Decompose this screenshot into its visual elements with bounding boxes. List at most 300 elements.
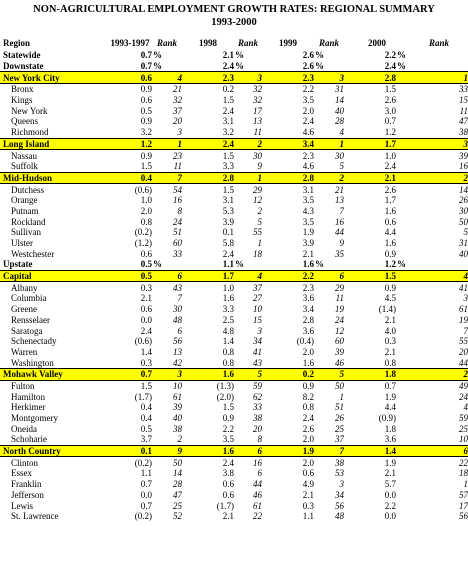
- value-cell: 1.7: [384, 195, 396, 206]
- spacer-cell: [396, 248, 410, 259]
- rank-cell: 29: [335, 282, 344, 293]
- table-row: [0, 402, 468, 413]
- rank-cell: 7: [152, 172, 182, 184]
- value-cell: 0.6: [302, 468, 314, 479]
- value-cell: 0.9: [140, 116, 152, 127]
- value-cell: 1.5: [222, 402, 234, 413]
- region-row: [0, 172, 468, 184]
- spacer-cell: [396, 325, 410, 336]
- value-cell: 2.4: [302, 116, 314, 127]
- rank-cell: 4: [234, 270, 262, 282]
- spacer-cell: [396, 116, 410, 127]
- rank-cell: 39: [459, 150, 468, 161]
- header-rank-4: Rank: [428, 38, 449, 48]
- rank-cell: 59: [253, 380, 262, 391]
- rank-cell: 4: [410, 270, 468, 282]
- spacer-cell: [410, 50, 468, 61]
- header-rank-3: Rank: [318, 38, 339, 48]
- rank-cell: 29: [253, 184, 262, 195]
- rank-cell: 8: [257, 434, 262, 445]
- rank-cell: 12: [335, 325, 344, 336]
- rank-cell: 4: [152, 72, 182, 84]
- region-row: [0, 445, 468, 457]
- value-cell: 2.4: [222, 248, 234, 259]
- value-cell: 3.2: [222, 127, 234, 138]
- rank-cell: 2: [177, 434, 182, 445]
- value-cell: 0.7: [140, 479, 152, 490]
- row-name: North Country: [0, 445, 108, 457]
- value-cell: 2.8: [182, 172, 234, 184]
- value-cell: 4.6: [302, 161, 314, 172]
- rank-cell: 46: [335, 357, 344, 368]
- spacer-cell: [396, 468, 410, 479]
- row-name: Mohawk Valley: [0, 368, 108, 380]
- value-cell: (1.3): [216, 380, 234, 391]
- rank-cell: 1: [234, 172, 262, 184]
- rank-cell: 27: [253, 293, 262, 304]
- value-cell: 5.3: [222, 205, 234, 216]
- spacer-cell: [396, 227, 410, 238]
- table-row: [0, 500, 468, 511]
- spacer-cell: [396, 304, 410, 315]
- rank-cell: 19: [335, 304, 344, 315]
- rank-cell: 62: [253, 391, 262, 402]
- table-row: [0, 357, 468, 368]
- value-cell: 2.4: [384, 61, 396, 72]
- rank-cell: 6: [257, 468, 262, 479]
- report-title-line1: NON-AGRICULTURAL EMPLOYMENT GROWTH RATES: REGIONAL SUMMARY: [33, 4, 435, 15]
- rank-cell: 8: [177, 205, 182, 216]
- value-cell: 2.4: [222, 457, 234, 468]
- value-cell: 1.5: [140, 161, 152, 172]
- spacer-cell: [396, 216, 410, 227]
- value-cell: 5.8: [222, 238, 234, 249]
- value-cell: 3.1: [222, 195, 234, 206]
- rank-cell: 3: [257, 325, 262, 336]
- value-cell: 2.0: [302, 434, 314, 445]
- row-name: Columbia: [11, 293, 47, 304]
- rank-cell: 4: [339, 127, 344, 138]
- value-cell: 1.6: [302, 357, 314, 368]
- spacer-cell: [396, 150, 410, 161]
- rank-cell: 31: [335, 84, 344, 95]
- percent-sign: %: [397, 61, 406, 72]
- rank-cell: 34: [335, 489, 344, 500]
- spacer-cell: [396, 105, 410, 116]
- value-cell: 0.3: [384, 336, 396, 347]
- rank-cell: 56: [459, 511, 468, 522]
- rank-cell: 3: [463, 293, 468, 304]
- row-name: Suffolk: [11, 161, 38, 172]
- rank-cell: 14: [173, 468, 182, 479]
- rank-cell: 10: [173, 380, 182, 391]
- spacer-cell: [396, 195, 410, 206]
- rank-cell: 25: [459, 423, 468, 434]
- value-cell: 2.1: [222, 50, 234, 61]
- value-cell: 2.4: [182, 138, 234, 150]
- value-cell: 1.0: [140, 195, 152, 206]
- rank-cell: 15: [253, 314, 262, 325]
- spacer-cell: [396, 282, 410, 293]
- rank-cell: 37: [335, 434, 344, 445]
- value-cell: 2.6: [302, 61, 314, 72]
- value-cell: 2.6: [302, 423, 314, 434]
- spacer-cell: [396, 84, 410, 95]
- value-cell: 2.1: [384, 346, 396, 357]
- value-cell: 1.4: [344, 445, 396, 457]
- rank-cell: 42: [173, 357, 182, 368]
- value-cell: 0.8: [222, 357, 234, 368]
- value-cell: 1.9: [384, 457, 396, 468]
- row-name: Bronx: [11, 84, 34, 95]
- rank-cell: 30: [253, 150, 262, 161]
- rank-cell: 3: [339, 479, 344, 490]
- table-row: [0, 238, 468, 249]
- rank-cell: 25: [335, 423, 344, 434]
- value-cell: 1.6: [384, 205, 396, 216]
- value-cell: 2.2: [302, 84, 314, 95]
- row-name: Downstate: [3, 61, 44, 72]
- rank-cell: 48: [173, 314, 182, 325]
- rank-cell: 38: [459, 127, 468, 138]
- percent-sign: %: [235, 61, 244, 72]
- value-cell: 3.2: [140, 127, 152, 138]
- rank-cell: 41: [253, 346, 262, 357]
- value-cell: 1.6: [182, 445, 234, 457]
- table-row: [0, 304, 468, 315]
- rank-cell: 37: [173, 105, 182, 116]
- value-cell: 1.9: [262, 445, 314, 457]
- value-cell: 3.3: [222, 161, 234, 172]
- rank-cell: 1: [257, 238, 262, 249]
- row-name: New York City: [0, 72, 108, 84]
- rank-cell: 53: [335, 468, 344, 479]
- region-row: [0, 72, 468, 84]
- value-cell: 0.8: [302, 402, 314, 413]
- value-cell: 2.4: [140, 325, 152, 336]
- value-cell: (0.2): [134, 511, 152, 522]
- value-cell: 0.1: [222, 227, 234, 238]
- rank-cell: 16: [173, 195, 182, 206]
- value-cell: 2.6: [384, 95, 396, 106]
- spacer-cell: [396, 511, 410, 522]
- table-row: [0, 293, 468, 304]
- growth-rates-table: [0, 36, 468, 522]
- header-year-2000: 2000: [368, 38, 386, 48]
- value-cell: 4.0: [384, 325, 396, 336]
- rank-cell: 55: [459, 336, 468, 347]
- table-row: [0, 84, 468, 95]
- rank-cell: 13: [173, 346, 182, 357]
- value-cell: 3.1: [302, 184, 314, 195]
- rank-cell: 57: [459, 489, 468, 500]
- value-cell: (1.4): [378, 304, 396, 315]
- rank-cell: 23: [173, 150, 182, 161]
- rank-cell: 30: [335, 150, 344, 161]
- table-row: [0, 457, 468, 468]
- rank-cell: 50: [459, 216, 468, 227]
- rank-cell: 48: [335, 511, 344, 522]
- rank-cell: 32: [253, 95, 262, 106]
- spacer-cell: [396, 479, 410, 490]
- table-row: [0, 511, 468, 522]
- spacer-cell: [396, 391, 410, 402]
- value-cell: 2.3: [262, 72, 314, 84]
- value-cell: 2.3: [182, 72, 234, 84]
- value-cell: (0.6): [134, 336, 152, 347]
- rank-cell: 11: [173, 161, 182, 172]
- rank-cell: 5: [339, 161, 344, 172]
- value-cell: 0.2: [262, 368, 314, 380]
- spacer-cell: [396, 490, 410, 501]
- row-name: St. Lawrence: [11, 511, 59, 522]
- spacer-cell: [396, 347, 410, 358]
- value-cell: 2.0: [302, 105, 314, 116]
- value-cell: 0.4: [140, 402, 152, 413]
- value-cell: 1.2: [108, 138, 152, 150]
- rank-cell: 3: [410, 138, 468, 150]
- value-cell: 3.0: [384, 105, 396, 116]
- region-row: [0, 368, 468, 380]
- value-cell: 2.1: [344, 172, 396, 184]
- spacer-cell: [396, 423, 410, 434]
- rank-cell: 30: [173, 304, 182, 315]
- value-cell: 8.2: [302, 391, 314, 402]
- value-cell: 0.9: [384, 248, 396, 259]
- row-name: Oneida: [11, 423, 37, 434]
- value-cell: 1.6: [182, 368, 234, 380]
- value-cell: 4.4: [384, 227, 396, 238]
- spacer-cell: [396, 138, 410, 150]
- rank-cell: 13: [253, 116, 262, 127]
- rank-cell: 18: [459, 468, 468, 479]
- value-cell: 1.9: [302, 227, 314, 238]
- rank-cell: 61: [459, 304, 468, 315]
- value-cell: 4.5: [384, 293, 396, 304]
- row-name: Capital: [0, 270, 108, 282]
- rank-cell: 9: [152, 445, 182, 457]
- percent-sign: %: [235, 50, 244, 61]
- spacer-cell: [396, 127, 410, 138]
- value-cell: 1.8: [344, 368, 396, 380]
- value-cell: 3.6: [302, 325, 314, 336]
- table-row: [0, 150, 468, 161]
- row-name: Westchester: [11, 248, 55, 259]
- row-name: Montgomery: [11, 413, 58, 424]
- value-cell: 2.1: [384, 314, 396, 325]
- value-cell: 3.6: [302, 293, 314, 304]
- rank-cell: 38: [173, 423, 182, 434]
- rank-cell: 47: [173, 489, 182, 500]
- table-row: [0, 248, 468, 259]
- value-cell: 0.6: [222, 489, 234, 500]
- rank-cell: 1: [152, 138, 182, 150]
- rank-cell: 7: [314, 445, 344, 457]
- value-cell: 1.1: [302, 511, 314, 522]
- percent-sign: %: [315, 259, 324, 270]
- percent-sign: %: [153, 50, 162, 61]
- spacer-cell: [396, 172, 410, 184]
- rank-cell: 5: [463, 227, 468, 238]
- percent-sign: %: [153, 259, 162, 270]
- rank-cell: 6: [314, 270, 344, 282]
- value-cell: 0.5: [108, 270, 152, 282]
- row-name: Saratoga: [11, 325, 43, 336]
- rank-cell: 26: [335, 413, 344, 424]
- value-cell: (0.2): [134, 457, 152, 468]
- spacer-cell: [396, 206, 410, 217]
- row-name: Rensselaer: [11, 314, 50, 325]
- table-row: [0, 434, 468, 445]
- value-cell: 0.4: [140, 413, 152, 424]
- table-row: [0, 216, 468, 227]
- row-name: Sullivan: [11, 227, 42, 238]
- spacer-cell: [396, 270, 410, 282]
- value-cell: 1.5: [222, 184, 234, 195]
- rank-cell: 20: [173, 116, 182, 127]
- value-cell: 1.7: [344, 138, 396, 150]
- table-row: [0, 347, 468, 358]
- spacer-cell: [396, 238, 410, 249]
- table-row: [0, 116, 468, 127]
- value-cell: 1.6: [384, 238, 396, 249]
- spacer-cell: [396, 184, 410, 195]
- value-cell: 0.9: [140, 150, 152, 161]
- value-cell: 2.8: [262, 172, 314, 184]
- value-cell: 2.6: [384, 184, 396, 195]
- value-cell: 1.5: [140, 380, 152, 391]
- header-rank-2: Rank: [237, 38, 258, 48]
- rank-cell: 1: [410, 72, 468, 84]
- value-cell: 3.5: [222, 434, 234, 445]
- value-cell: 0.3: [140, 357, 152, 368]
- rank-cell: 24: [335, 314, 344, 325]
- rank-cell: 46: [253, 489, 262, 500]
- region-row: [0, 270, 468, 282]
- value-cell: 0.5: [140, 259, 152, 270]
- row-name: Jefferson: [11, 489, 44, 500]
- rank-cell: 3: [152, 368, 182, 380]
- spacer-cell: [396, 368, 410, 380]
- row-name: Nassau: [11, 150, 37, 161]
- rank-cell: 12: [253, 195, 262, 206]
- rank-cell: 40: [335, 105, 344, 116]
- rank-cell: 6: [234, 445, 262, 457]
- value-cell: 4.9: [302, 479, 314, 490]
- spacer-cell: [396, 315, 410, 326]
- rank-cell: 56: [173, 336, 182, 347]
- value-cell: 0.9: [302, 380, 314, 391]
- table-row: [0, 490, 468, 501]
- header-year-1999: 1999: [279, 38, 297, 48]
- rank-cell: 10: [253, 304, 262, 315]
- value-cell: 2.4: [222, 61, 234, 72]
- rank-cell: 22: [459, 457, 468, 468]
- rank-cell: 44: [253, 479, 262, 490]
- value-cell: 3.6: [384, 434, 396, 445]
- rank-cell: 16: [459, 161, 468, 172]
- value-cell: (2.0): [216, 391, 234, 402]
- rank-cell: 44: [335, 227, 344, 238]
- value-cell: 0.9: [222, 413, 234, 424]
- value-cell: 0.9: [384, 282, 396, 293]
- rank-cell: 21: [335, 184, 344, 195]
- value-cell: 2.0: [302, 346, 314, 357]
- rank-cell: 31: [459, 238, 468, 249]
- rank-cell: 39: [173, 402, 182, 413]
- value-cell: 1.2: [384, 259, 396, 270]
- spacer-cell: [396, 402, 410, 413]
- rank-cell: 61: [253, 500, 262, 511]
- percent-sign: %: [315, 61, 324, 72]
- row-name: Albany: [11, 282, 38, 293]
- table-row: [0, 315, 468, 326]
- rank-cell: 50: [173, 457, 182, 468]
- row-name: Herkimer: [11, 402, 46, 413]
- value-cell: (0.2): [134, 227, 152, 238]
- spacer-cell: [396, 413, 410, 424]
- value-cell: 0.2: [222, 84, 234, 95]
- value-cell: 4.3: [302, 205, 314, 216]
- value-cell: 2.4: [384, 161, 396, 172]
- value-cell: 0.0: [384, 489, 396, 500]
- value-cell: 0.3: [302, 500, 314, 511]
- value-cell: 4.4: [384, 402, 396, 413]
- value-cell: 2.1: [140, 293, 152, 304]
- table-row: [0, 468, 468, 479]
- value-cell: 0.6: [140, 304, 152, 315]
- rank-cell: 43: [173, 282, 182, 293]
- row-name: Schenectady: [11, 336, 57, 347]
- rank-cell: 9: [339, 238, 344, 249]
- value-cell: 2.1: [384, 468, 396, 479]
- row-name: Statewide: [3, 50, 41, 61]
- value-cell: 3.3: [222, 304, 234, 315]
- row-name: Washington: [11, 357, 54, 368]
- row-name: Essex: [11, 468, 32, 479]
- rank-cell: 16: [335, 216, 344, 227]
- summary-row: [0, 61, 468, 72]
- rank-cell: 52: [173, 511, 182, 522]
- value-cell: 1.4: [140, 346, 152, 357]
- value-cell: 2.3: [302, 150, 314, 161]
- row-name: Fulton: [11, 380, 35, 391]
- value-cell: 0.7: [108, 368, 152, 380]
- spacer-cell: [410, 61, 468, 72]
- row-name: Kings: [11, 95, 33, 106]
- value-cell: (0.6): [134, 184, 152, 195]
- value-cell: 0.0: [140, 489, 152, 500]
- rank-cell: 7: [177, 293, 182, 304]
- spacer-cell: [396, 457, 410, 468]
- row-name: Greene: [11, 304, 37, 315]
- value-cell: 1.9: [384, 391, 396, 402]
- table-body: [0, 50, 468, 522]
- row-name: Richmond: [11, 127, 49, 138]
- rank-cell: 55: [253, 227, 262, 238]
- rank-cell: 4: [463, 402, 468, 413]
- rank-cell: 47: [459, 116, 468, 127]
- value-cell: 2.2: [262, 270, 314, 282]
- value-cell: 2.2: [384, 500, 396, 511]
- table-row: [0, 127, 468, 138]
- value-cell: 0.8: [140, 216, 152, 227]
- value-cell: 0.8: [222, 346, 234, 357]
- header-row: [0, 36, 468, 50]
- spacer-cell: [396, 95, 410, 106]
- value-cell: 1.1: [222, 259, 234, 270]
- rank-cell: 11: [335, 293, 344, 304]
